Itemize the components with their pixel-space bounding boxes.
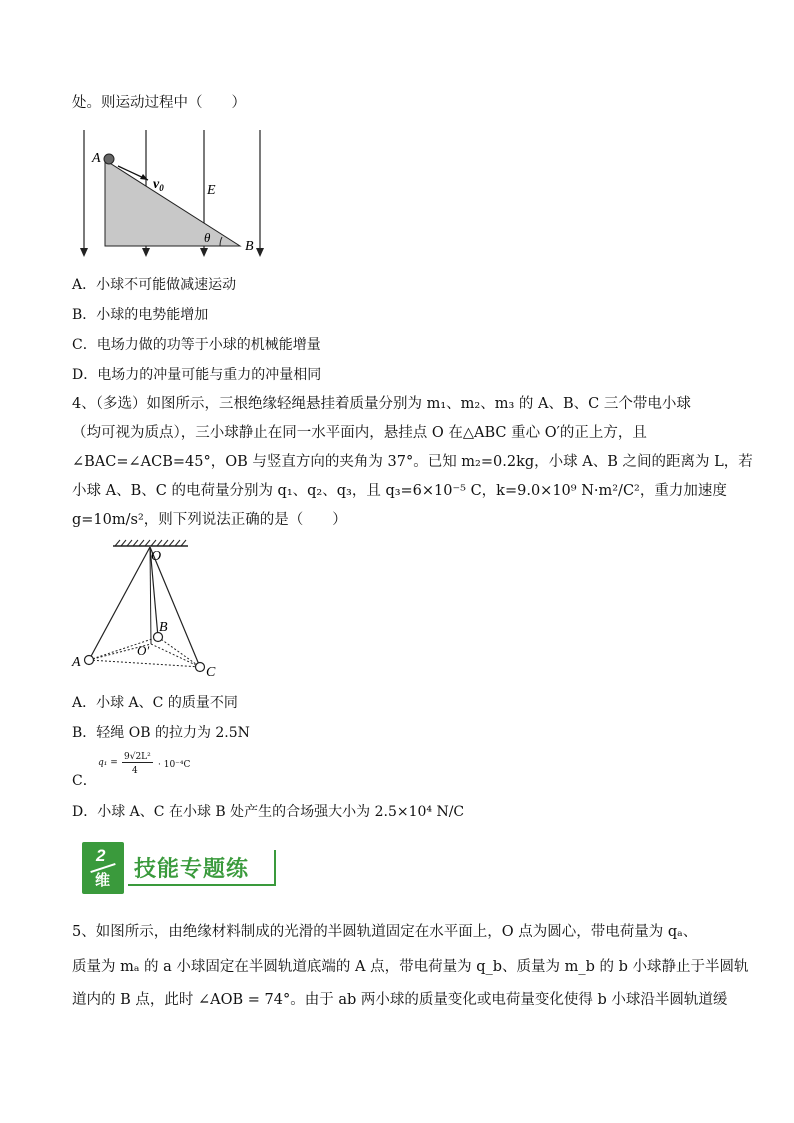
label-B: B (245, 239, 254, 254)
q3-stem-end: 处。则运动过程中（ ） (72, 95, 246, 111)
q5-line-2: 质量为 mₐ 的 a 小球固定在半圆轨道底端的 A 点，带电荷量为 q_b、质量为 m_b 的 b 小球静止于半圆轨 (72, 959, 749, 975)
option-c-denominator: 4 (132, 766, 138, 776)
q4-line-2: （均可视为质点），三小球静止在同一水平面内，悬挂点 O 在△ABC 重心 O′的正上方，且 (72, 425, 647, 441)
q4-figure (68, 538, 228, 678)
q3-option-d: D．电场力的冲量可能与重力的冲量相同 (72, 367, 322, 383)
section-title: 技能专题练 (134, 857, 250, 882)
field-arrow (80, 248, 88, 257)
q4-line-3: ∠BAC=∠ACB=45°，OB 与竖直方向的夹角为 37°。已知 m₂=0.2kg，小球 A、B 之间的距离为 L，若 (72, 454, 753, 470)
label-A: A (92, 151, 101, 166)
q4-option-a: A．小球 A、C 的质量不同 (72, 695, 238, 711)
option-c-lhs: q₁ = (98, 758, 118, 768)
label-C: C (206, 665, 216, 678)
label-v0-sub: 0 (159, 183, 164, 193)
q5-line-1: 5、如图所示，由绝缘材料制成的光滑的半圆轨道固定在水平面上，O 点为圆心，带电荷量为 qₐ、 (72, 924, 698, 940)
ball-A (85, 656, 94, 665)
label-B: B (159, 620, 168, 635)
label-O-prime: O′ (137, 643, 150, 658)
ball-A (104, 154, 114, 164)
field-arrow (200, 248, 208, 257)
ball-C (196, 663, 205, 672)
q3-option-b: B．小球的电势能增加 (72, 307, 209, 323)
section-badge-char: 维 (95, 871, 111, 889)
label-theta: θ (204, 230, 211, 245)
svg-text:v0 (153, 177, 164, 193)
q4-option-b: B．轻绳 OB 的拉力为 2.5N (72, 725, 250, 741)
q4-option-d: D．小球 A、C 在小球 B 处产生的合场强大小为 2.5×10⁴ N/C (72, 804, 465, 820)
label-E: E (207, 183, 216, 198)
q4-line-4: 小球 A、B、C 的电荷量分别为 q₁、q₂、q₃，且 q₃=6×10⁻⁵ C，k=9.0×10⁹ N·m²/C²，重力加速度 (72, 483, 727, 499)
label-O: O (151, 549, 162, 564)
option-c-prefix: C． (72, 773, 97, 789)
field-arrow (256, 248, 264, 257)
option-c-numerator: 9√2L² (124, 752, 151, 762)
label-A: A (72, 655, 81, 670)
option-c-tail: · 10⁻⁴C (158, 760, 191, 770)
q4-line-5: g=10m/s²，则下列说法正确的是（ ） (72, 512, 347, 528)
field-arrow (142, 248, 150, 257)
q3-figure (70, 126, 270, 286)
incline-triangle (105, 160, 240, 246)
q3-option-a: A．小球不可能做减速运动 (72, 277, 237, 293)
section-badge-number: 2 (96, 846, 106, 865)
q5-line-3: 道内的 B 点，此时 ∠AOB = 74°。由于 ab 两小球的质量变化或电荷量变化使得 b 小球沿半圆轨道缓 (72, 992, 728, 1008)
section-banner (82, 842, 282, 896)
q3-option-c: C．电场力做的功等于小球的机械能增量 (72, 337, 321, 353)
q4-line-1: 4、（多选）如图所示，三根绝缘轻绳悬挂着质量分别为 m₁、m₂、m₃ 的 A、B、C 三个带电小球 (72, 396, 691, 412)
label-v0: v (153, 177, 160, 192)
